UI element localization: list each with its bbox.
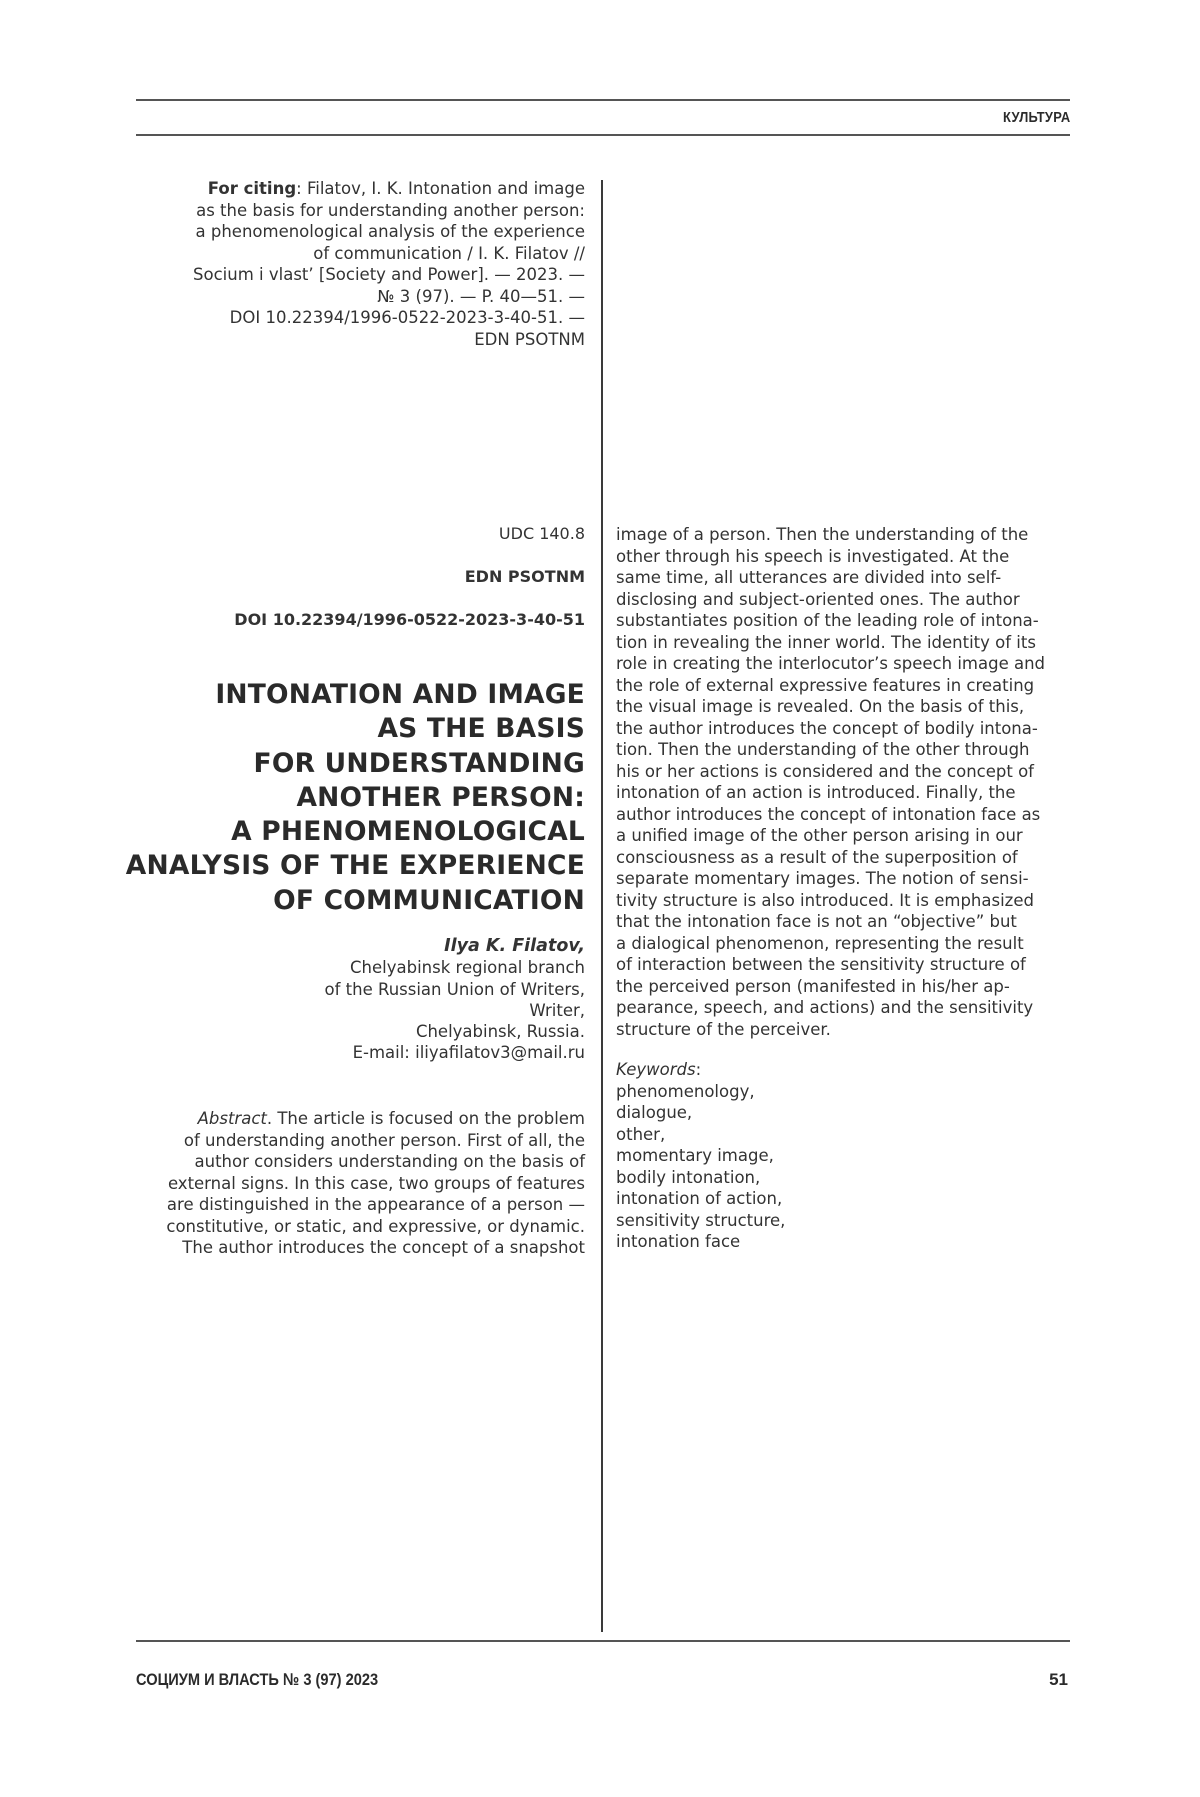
abstract-line: are distinguished in the appearance of a person —	[125, 1194, 585, 1216]
abstract-line: his or her actions is considered and the concept of	[616, 761, 1076, 783]
header-rule-bottom	[136, 134, 1070, 136]
keyword-item: sensitivity structure,	[616, 1210, 1076, 1232]
abstract-line: consciousness as a result of the superposition of	[616, 847, 1076, 869]
abstract-line: same time, all utterances are divided into self-	[616, 567, 1076, 589]
citation-line: For citing: Filatov, I. K. Intonation and image	[125, 178, 585, 200]
author-affiliation-line: Writer,	[125, 1000, 585, 1021]
abstract-line: separate momentary images. The notion of sensi-	[616, 868, 1076, 890]
citation-label: For citing	[208, 179, 296, 198]
footer-rule	[136, 1640, 1070, 1642]
citation-line: Socium i vlast’ [Society and Power]. — 2023. —	[125, 264, 585, 286]
title-line: A PHENOMENOLOGICAL	[125, 815, 585, 849]
abstract-line: a dialogical phenomenon, representing the result	[616, 933, 1076, 955]
keywords-block	[616, 1059, 1076, 1253]
keyword-item: phenomenology,	[616, 1081, 1076, 1103]
udc-code: UDC 140.8	[125, 524, 585, 544]
abstract-line: of interaction between the sensitivity structure of	[616, 954, 1076, 976]
abstract-line: that the intonation face is not an “objective” but	[616, 911, 1076, 933]
title-line: ANOTHER PERSON:	[125, 781, 585, 815]
title-line: OF COMMUNICATION	[125, 884, 585, 918]
abstract-start	[125, 1108, 585, 1259]
abstract-continuation	[616, 524, 1076, 1040]
footer-journal-title: СОЦИУМ И ВЛАСТЬ № 3 (97) 2023	[136, 1670, 378, 1690]
keywords-label: Keywords	[616, 1060, 696, 1079]
author-name: Ilya K. Filatov,	[125, 936, 585, 957]
abstract-line: the role of external expressive features in creating	[616, 675, 1076, 697]
abstract-line: tivity structure is also introduced. It is emphasized	[616, 890, 1076, 912]
abstract-line: author introduces the concept of intonation face as	[616, 804, 1076, 826]
abstract-line: Abstract. The article is focused on the problem	[125, 1108, 585, 1130]
keyword-item: other,	[616, 1124, 1076, 1146]
abstract-line: pearance, speech, and actions) and the sensitivity	[616, 997, 1076, 1019]
title-line: FOR UNDERSTANDING	[125, 747, 585, 781]
abstract-line: the author introduces the concept of bodily intona-	[616, 718, 1076, 740]
running-head-section: КУЛЬТУРА	[1002, 109, 1070, 126]
title-line: AS THE BASIS	[125, 712, 585, 746]
abstract-line: structure of the perceiver.	[616, 1019, 1076, 1041]
citation-line: DOI 10.22394/1996-0522-2023-3-40-51. —	[125, 307, 585, 329]
keyword-item: bodily intonation,	[616, 1167, 1076, 1189]
abstract-line: The author introduces the concept of a snapshot	[125, 1237, 585, 1259]
citation-line: EDN PSOTNM	[125, 329, 585, 351]
abstract-line: a unified image of the other person arising in our	[616, 825, 1076, 847]
abstract-line: external signs. In this case, two groups of features	[125, 1173, 585, 1195]
abstract-line: image of a person. Then the understanding of the	[616, 524, 1076, 546]
citation-line: a phenomenological analysis of the experience	[125, 221, 585, 243]
abstract-line: intonation of an action is introduced. Finally, the	[616, 782, 1076, 804]
author-affiliation-line: Chelyabinsk, Russia.	[125, 1021, 585, 1042]
citation-line: of communication / I. K. Filatov //	[125, 243, 585, 265]
abstract-line: disclosing and subject-oriented ones. The author	[616, 589, 1076, 611]
author-block	[125, 936, 585, 1064]
abstract-line: the visual image is revealed. On the basis of this,	[616, 696, 1076, 718]
abstract-line: other through his speech is investigated. At the	[616, 546, 1076, 568]
keywords-heading: Keywords:	[616, 1059, 1076, 1081]
abstract-line: substantiates position of the leading role of intona-	[616, 610, 1076, 632]
abstract-line: author considers understanding on the basis of	[125, 1151, 585, 1173]
header-rule-top	[136, 99, 1070, 101]
page-number: 51	[1049, 1670, 1068, 1690]
abstract-line: tion. Then the understanding of the other through	[616, 739, 1076, 761]
doi-code: DOI 10.22394/1996-0522-2023-3-40-51	[125, 610, 585, 630]
keyword-item: intonation face	[616, 1231, 1076, 1253]
abstract-label: Abstract	[198, 1109, 267, 1128]
citation-block	[125, 178, 585, 350]
author-affiliation-line: Chelyabinsk regional branch	[125, 957, 585, 978]
keyword-item: intonation of action,	[616, 1188, 1076, 1210]
keyword-item: momentary image,	[616, 1145, 1076, 1167]
abstract-line: tion in revealing the inner world. The identity of its	[616, 632, 1076, 654]
abstract-line: role in creating the interlocutor’s speech image and	[616, 653, 1076, 675]
article-title	[125, 678, 585, 918]
author-affiliation-line: of the Russian Union of Writers,	[125, 979, 585, 1000]
citation-line: № 3 (97). — P. 40—51. —	[125, 286, 585, 308]
title-line: ANALYSIS OF THE EXPERIENCE	[125, 849, 585, 883]
abstract-line: the perceived person (manifested in his/her ap-	[616, 976, 1076, 998]
citation-line: as the basis for understanding another person:	[125, 200, 585, 222]
author-email: E-mail: iliyafilatov3@mail.ru	[125, 1042, 585, 1063]
keyword-item: dialogue,	[616, 1102, 1076, 1124]
abstract-line: constitutive, or static, and expressive, or dynamic.	[125, 1216, 585, 1238]
column-divider	[601, 180, 603, 1632]
title-line: INTONATION AND IMAGE	[125, 678, 585, 712]
abstract-line: of understanding another person. First of all, the	[125, 1130, 585, 1152]
edn-code: EDN PSOTNM	[125, 567, 585, 587]
